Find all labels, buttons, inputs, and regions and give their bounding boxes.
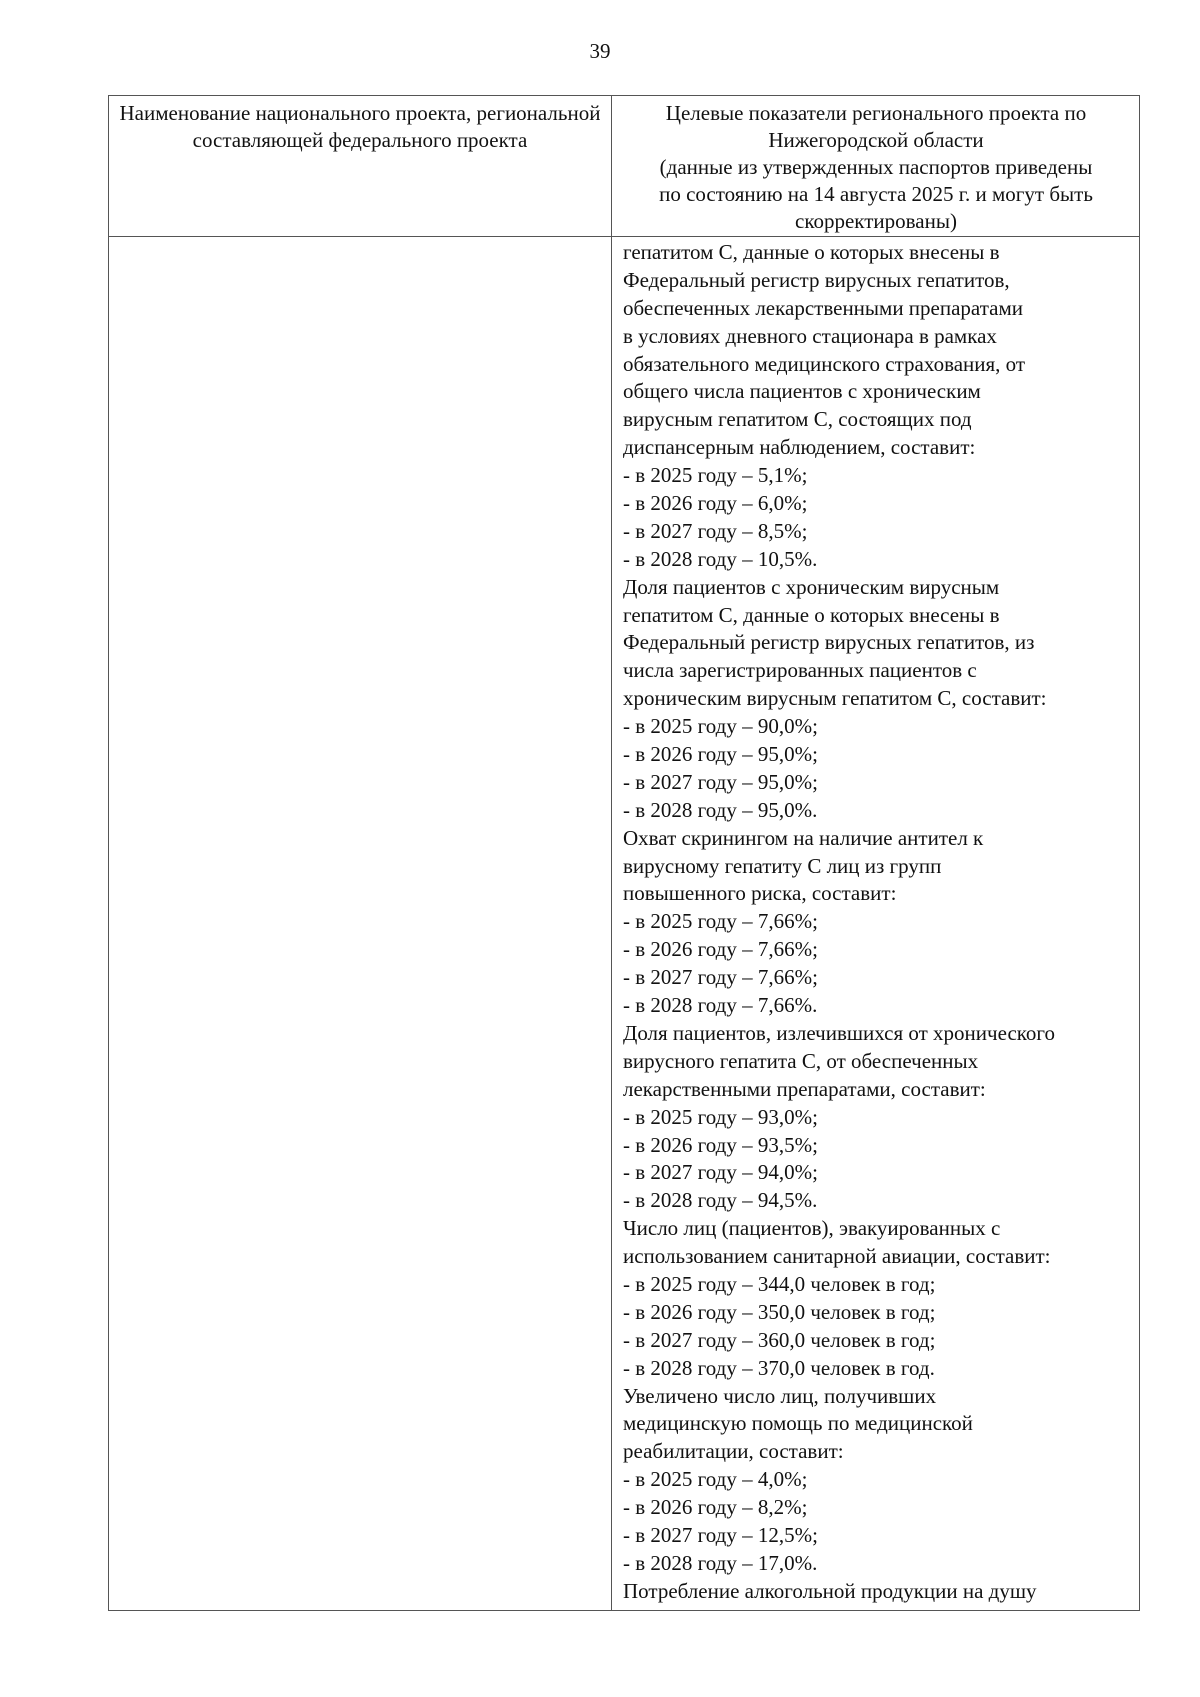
header-right-line: скорректированы) — [795, 209, 957, 233]
indicator-line: в условиях дневного стационара в рамках — [623, 323, 997, 348]
indicator-line: Доля пациентов с хроническим вирусным — [623, 574, 1000, 599]
header-right-line: Нижегородской области — [768, 128, 984, 152]
indicator-line: - в 2027 году – 94,0%; — [623, 1160, 818, 1185]
indicator-line: Доля пациентов, излечившихся от хронического — [623, 1020, 1055, 1045]
indicator-line: повышенного риска, составит: — [623, 881, 897, 906]
indicator-line: хроническим вирусным гепатитом С, составит: — [623, 686, 1047, 711]
indicator-line: - в 2026 году – 93,5%; — [623, 1132, 818, 1157]
indicator-line: медицинскую помощь по медицинской — [623, 1411, 973, 1436]
header-project-name: Наименование национального проекта, региональной составляющей федерального проекта — [119, 101, 601, 152]
indicator-line: Потребление алкогольной продукции на душу — [623, 1578, 1037, 1603]
indicator-line: числа зарегистрированных пациентов с — [623, 658, 977, 683]
page-number: 39 — [589, 39, 611, 63]
indicator-line: использованием санитарной авиации, составит: — [623, 1244, 1051, 1269]
indicator-line: - в 2027 году – 7,66%; — [623, 965, 818, 990]
indicator-line: - в 2028 году – 7,66%. — [623, 993, 818, 1018]
indicator-line: - в 2026 году – 7,66%; — [623, 937, 818, 962]
indicator-line: - в 2025 году – 4,0%; — [623, 1467, 808, 1492]
indicator-line: гепатитом С, данные о которых внесены в — [623, 602, 1000, 627]
indicator-line: лекарственными препаратами, составит: — [623, 1076, 986, 1101]
header-target-indicators — [621, 100, 1131, 235]
indicator-line: - в 2025 году – 93,0%; — [623, 1104, 818, 1129]
indicator-line: обязательного медицинского страхования, от — [623, 351, 1026, 376]
indicator-line: - в 2026 году – 350,0 человек в год; — [623, 1299, 936, 1324]
indicator-line: - в 2025 году – 5,1%; — [623, 463, 808, 488]
indicator-line: общего числа пациентов с хроническим — [623, 379, 981, 404]
column-divider — [611, 96, 612, 1610]
indicator-line: - в 2028 году – 94,5%. — [623, 1188, 818, 1213]
indicator-line: - в 2027 году – 95,0%; — [623, 769, 818, 794]
indicator-line: - в 2025 году – 7,66%; — [623, 909, 818, 934]
indicator-line: - в 2027 году – 12,5%; — [623, 1522, 818, 1547]
indicator-line: Охват скринингом на наличие антител к — [623, 825, 984, 850]
indicators-cell — [623, 239, 1135, 1606]
indicator-line: Федеральный регистр вирусных гепатитов, — [623, 267, 1010, 292]
indicator-line: Федеральный регистр вирусных гепатитов, из — [623, 630, 1035, 655]
indicator-line: Увеличено число лиц, получивших — [623, 1383, 937, 1408]
indicator-line: - в 2025 году – 344,0 человек в год; — [623, 1271, 936, 1296]
indicator-line: реабилитации, составит: — [623, 1439, 844, 1464]
indicator-line: вирусному гепатиту С лиц из групп — [623, 853, 942, 878]
header-divider — [109, 236, 1139, 237]
indicators-table — [108, 95, 1140, 1611]
indicator-line: вирусного гепатита С, от обеспеченных — [623, 1048, 979, 1073]
indicator-line: - в 2028 году – 370,0 человек в год. — [623, 1355, 935, 1380]
header-right-line: (данные из утвержденных паспортов приведены — [659, 155, 1093, 179]
indicator-line: вирусным гепатитом С, состоящих под — [623, 407, 972, 432]
indicator-line: - в 2028 году – 10,5%. — [623, 546, 818, 571]
indicator-line: Число лиц (пациентов), эвакуированных с — [623, 1216, 1001, 1241]
indicator-line: гепатитом С, данные о которых внесены в — [623, 240, 1000, 264]
header-right-line: по состоянию на 14 августа 2025 г. и могут быть — [659, 182, 1093, 206]
indicator-line: диспансерным наблюдением, составит: — [623, 435, 976, 460]
header-right-line: Целевые показатели регионального проекта по — [665, 101, 1087, 125]
indicator-line: - в 2026 году – 6,0%; — [623, 491, 808, 516]
indicator-line: - в 2027 году – 360,0 человек в год; — [623, 1327, 936, 1352]
indicator-line: - в 2028 году – 95,0%. — [623, 797, 818, 822]
indicator-line: - в 2027 году – 8,5%; — [623, 518, 808, 543]
indicator-line: обеспеченных лекарственными препаратами — [623, 295, 1023, 320]
indicator-line: - в 2026 году – 8,2%; — [623, 1495, 808, 1520]
indicator-line: - в 2026 году – 95,0%; — [623, 742, 818, 767]
indicator-line: - в 2025 году – 90,0%; — [623, 714, 818, 739]
indicator-line: - в 2028 году – 17,0%. — [623, 1550, 818, 1575]
